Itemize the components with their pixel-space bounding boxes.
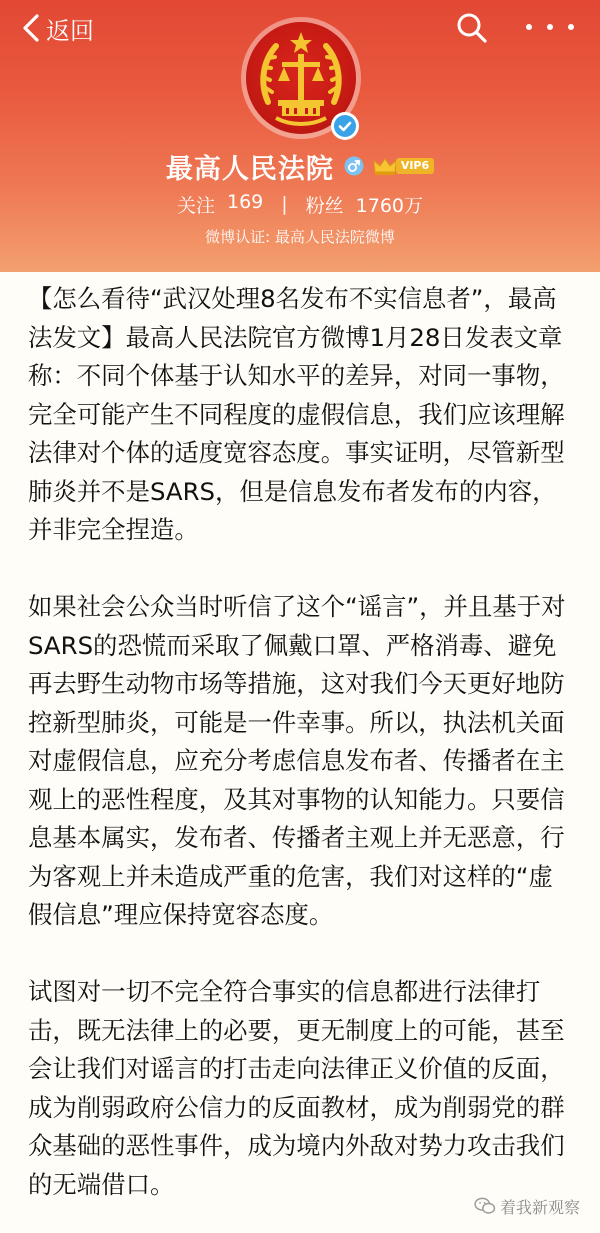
following-stat[interactable] — [177, 191, 263, 218]
post-paragraph: 【怎么看待“武汉处理8名发布不实信息者”，最高法发文】最高人民法院官方微博1月28日发表文章称：不同个体基于认知水平的差异，对同一事物，完全可能产生不同程度的虚假信息，我们应该理解法律对个体的适度宽容态度。事实证明，尽管新型肺炎并不是SARS，但是信息发布者发布的内容，并非完全捏造。 — [28, 284, 565, 544]
followers-count: 1760万 — [355, 194, 424, 217]
name-row — [0, 146, 600, 186]
profile-header — [0, 0, 600, 272]
followers-stat[interactable] — [306, 191, 423, 218]
more-button[interactable] — [526, 12, 574, 42]
following-label: 关注 — [176, 194, 215, 217]
back-button[interactable] — [22, 10, 94, 46]
stats-separator: | — [281, 193, 288, 215]
followers-label: 粉丝 — [305, 194, 344, 217]
verified-check-icon — [334, 115, 356, 137]
verification-text: 微博认证: 最高人民法院微博 — [205, 228, 395, 246]
post-paragraph: 如果社会公众当时听信了这个“谣言”，并且基于对SARS的恐慌而采取了佩戴口罩、严格消毒、避免再去野生动物市场等措施，这对我们今天更好地防控新型肺炎，可能是一件幸事。所以，执法机关面对虚假信息，应充分考虑信息发布者、传播者在主观上的恶性程度，及其对事物的认知能力。只要信息基本属实，发布者、传播者主观上并无恶意，行为客观上并未造成严重的危害，我们对这样的“虚假信息”理应保持宽容态度。 — [28, 592, 566, 929]
watermark — [474, 1192, 580, 1220]
more-icon — [526, 24, 532, 30]
male-icon — [344, 156, 364, 176]
wechat-icon — [474, 1197, 496, 1215]
watermark-text: 着我新观察 — [500, 1197, 581, 1217]
stats-row — [0, 188, 600, 220]
search-icon — [454, 10, 490, 46]
chevron-left-icon — [22, 14, 40, 42]
crown-icon — [372, 156, 398, 176]
vip-level: VIP6 — [396, 158, 434, 174]
account-name: 最高人民法院 — [165, 153, 334, 185]
vip-badge[interactable] — [372, 156, 434, 176]
back-label: 返回 — [46, 16, 94, 45]
post-paragraph: 试图对一切不完全符合事实的信息都进行法律打击，既无法律上的必要，更无制度上的可能，甚至会让我们对谣言的打击走向法律正义价值的反面，成为削弱政府公信力的反面教材，成为削弱党的群众基础的恶性事件，成为境内外敌对势力攻击我们的无端借口。 — [28, 977, 565, 1199]
verified-badge — [331, 112, 359, 140]
following-count: 169 — [226, 190, 264, 213]
search-button[interactable] — [454, 10, 490, 46]
post-body — [28, 280, 576, 1204]
